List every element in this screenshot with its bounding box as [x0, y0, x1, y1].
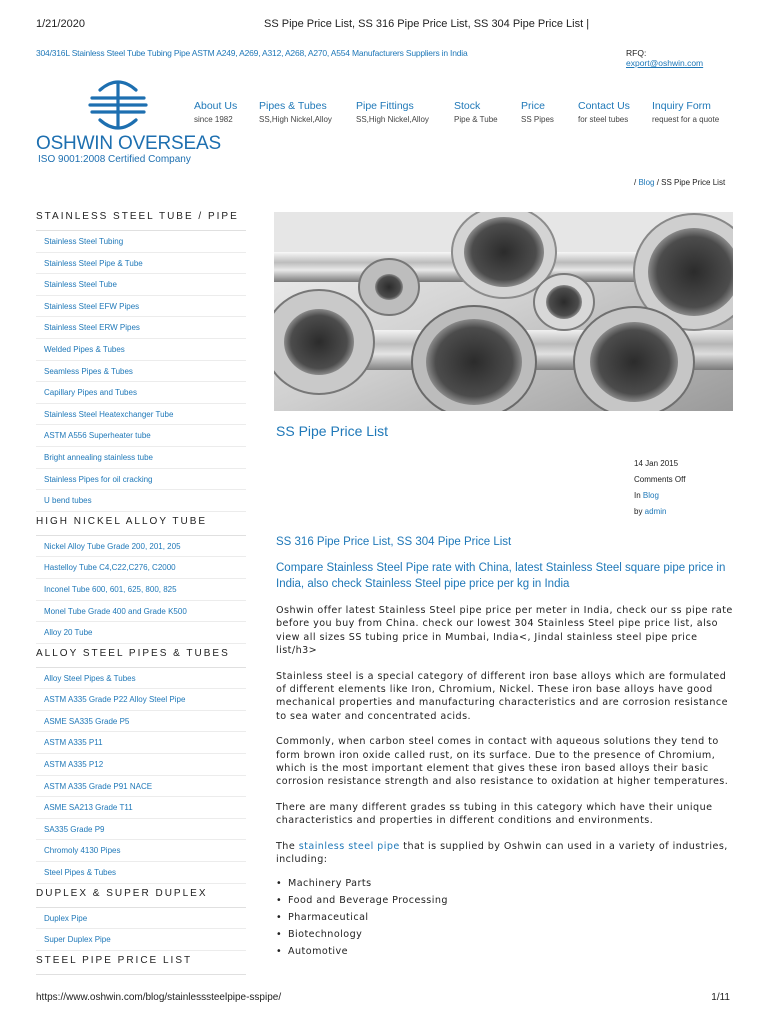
breadcrumb-separator: /: [654, 178, 662, 187]
sidebar-link[interactable]: Seamless Pipes & Tubes: [36, 361, 246, 383]
sidebar-link[interactable]: Stainless Pipes for oil cracking: [36, 469, 246, 491]
sidebar-link[interactable]: ASTM A335 P11: [36, 732, 246, 754]
sidebar-link[interactable]: Chromoly 4130 Pipes: [36, 840, 246, 862]
list-item: • Food and Beverage Processing: [276, 892, 736, 909]
nav-label[interactable]: Pipe Fittings: [356, 100, 414, 112]
nav-label[interactable]: Inquiry Form: [652, 100, 711, 112]
iso-certification: ISO 9001:2008 Certified Company: [38, 154, 191, 165]
article-text: that is supplied by Oshwin can used in a variety of industries, including:: [276, 840, 728, 866]
stainless-steel-pipe-link[interactable]: stainless steel pipe: [298, 840, 400, 852]
print-url: https://www.oshwin.com/blog/stainlesssteelpipe-sspipe/: [36, 992, 282, 1003]
site-tagline: 304/316L Stainless Steel Tube Tubing Pipe ASTM A249, A269, A312, A268, A270, A554 Manufacturers Suppliers in India: [36, 48, 468, 58]
sidebar-heading: ALLOY STEEL PIPES & TUBES: [36, 648, 246, 668]
globe-logo-icon: [86, 76, 150, 132]
breadcrumb-separator: /: [634, 178, 639, 187]
hero-image-steel-pipes: [274, 212, 733, 411]
print-date: 1/21/2020: [36, 18, 85, 30]
nav-inquiry-form[interactable]: [652, 100, 719, 124]
post-category: [634, 488, 685, 504]
sidebar-link[interactable]: Monel Tube Grade 400 and Grade K500: [36, 601, 246, 623]
sidebar-link[interactable]: Nickel Alloy Tube Grade 200, 201, 205: [36, 536, 246, 558]
rfq-email-link[interactable]: export@oshwin.com: [626, 58, 704, 68]
sidebar-link[interactable]: Welded Pipes & Tubes: [36, 339, 246, 361]
rfq-label: RFQ:: [626, 48, 647, 58]
print-footer: [36, 992, 732, 1006]
post-category-prefix: In: [634, 491, 643, 500]
sidebar-heading: HIGH NICKEL ALLOY TUBE: [36, 516, 246, 536]
nav-stock[interactable]: [454, 100, 498, 124]
sidebar-link[interactable]: ASTM A335 P12: [36, 754, 246, 776]
nav-sublabel: request for a quote: [652, 115, 720, 124]
nav-pipes-tubes[interactable]: [259, 100, 332, 124]
article-text: The: [276, 840, 299, 852]
sidebar-link[interactable]: Alloy 20 Tube: [36, 622, 246, 644]
nav-label[interactable]: Price: [521, 100, 545, 112]
nav-about-us[interactable]: [194, 100, 237, 124]
post-comments: Comments Off: [634, 475, 686, 484]
article-paragraph: There are many different grades ss tubing in this category which have their unique characteristics and properties in different conditions and environments.: [276, 801, 713, 827]
sidebar-link[interactable]: Capillary Pipes and Tubes: [36, 382, 246, 404]
brand-name: OSHWIN OVERSEAS: [36, 133, 221, 154]
post-author-link[interactable]: admin: [644, 507, 667, 516]
print-header: [36, 18, 732, 32]
article-paragraph: [276, 840, 736, 867]
article-paragraph: Commonly, when carbon steel comes in contact with aqueous solutions they tend to form brown iron oxide called rust, on its surface. Due to the presence of Chromium, which is the most important element that gives these iron based alloys their basic corrosion resistance strength and also resistance to oxidation at higher temperatures.: [276, 736, 729, 788]
nav-sublabel: SS,High Nickel,Alloy: [259, 115, 332, 124]
breadcrumb-blog-link[interactable]: Blog: [638, 178, 655, 187]
sidebar-link[interactable]: Hastelloy Tube C4,C22,C276, C2000: [36, 557, 246, 579]
sidebar-link[interactable]: Stainless Steel Pipe & Tube: [36, 253, 246, 275]
sidebar-link[interactable]: Stainless Steel ERW Pipes: [36, 317, 246, 339]
sidebar-heading: STEEL PIPE PRICE LIST: [36, 955, 246, 975]
nav-pipe-fittings[interactable]: [356, 100, 429, 124]
list-item: • Machinery Parts: [276, 875, 736, 892]
nav-sublabel: Pipe & Tube: [454, 115, 498, 124]
list-item: • Pharmaceutical: [276, 909, 736, 926]
industries-list: [276, 875, 736, 960]
list-item: • Biotechnology: [276, 926, 736, 943]
nav-label[interactable]: Pipes & Tubes: [259, 100, 327, 112]
sidebar-link[interactable]: ASME SA335 Grade P5: [36, 711, 246, 733]
breadcrumb-current: SS Pipe Price List: [661, 178, 726, 187]
sidebar-link[interactable]: Super Duplex Pipe: [36, 929, 246, 951]
sidebar-link[interactable]: ASTM A556 Superheater tube: [36, 425, 246, 447]
sidebar-link[interactable]: Stainless Steel Tubing: [36, 231, 246, 253]
nav-contact-us[interactable]: [578, 100, 630, 124]
sidebar-link[interactable]: Stainless Steel Tube: [36, 274, 246, 296]
sidebar-link[interactable]: ASTM A335 Grade P22 Alloy Steel Pipe: [36, 689, 246, 711]
nav-sublabel: SS Pipes: [521, 115, 554, 124]
nav-sublabel: since 1982: [194, 115, 233, 124]
nav-sublabel: for steel tubes: [578, 115, 629, 124]
sidebar-link[interactable]: ASME SA213 Grade T11: [36, 797, 246, 819]
sidebar-link[interactable]: SA335 Grade P9: [36, 819, 246, 841]
breadcrumb: [634, 178, 725, 187]
sidebar-link[interactable]: Alloy Steel Pipes & Tubes: [36, 668, 246, 690]
nav-label[interactable]: About Us: [194, 100, 238, 112]
sidebar-link[interactable]: Inconel Tube 600, 601, 625, 800, 825: [36, 579, 246, 601]
nav-label[interactable]: Stock: [454, 100, 481, 112]
article-summary-heading: Compare Stainless Steel Pipe rate with China, latest Stainless Steel square pipe price in India, also check Stainless Steel pipe price per kg in India: [276, 562, 726, 590]
nav-label[interactable]: Contact Us: [578, 100, 630, 112]
post-author: [634, 504, 685, 520]
sidebar-link[interactable]: Stainless Steel Heatexchanger Tube: [36, 404, 246, 426]
post-meta: [634, 456, 685, 520]
sidebar: [36, 211, 246, 975]
post-author-prefix: by: [634, 507, 645, 516]
rfq-contact: [626, 48, 708, 68]
nav-price[interactable]: [521, 100, 554, 124]
print-page-number: 1/11: [711, 992, 730, 1003]
article-paragraph: Stainless steel is a special category of different iron base alloys which are formulated of different elements like Iron, Chromium, Nickel. These iron base alloys have good mechanical properties and manufacturing characteristics and are corrosion resistance to sea water and concentrated acids.: [276, 670, 728, 722]
sidebar-heading: DUPLEX & SUPER DUPLEX: [36, 888, 246, 908]
print-doc-title: SS Pipe Price List, SS 316 Pipe Price List, SS 304 Pipe Price List |: [264, 18, 590, 30]
sidebar-link[interactable]: U bend tubes: [36, 490, 246, 512]
sidebar-link[interactable]: Bright annealing stainless tube: [36, 447, 246, 469]
list-item: • Automotive: [276, 943, 736, 960]
article-subheading: SS 316 Pipe Price List, SS 304 Pipe Price List: [276, 536, 512, 548]
article-content: [276, 536, 736, 960]
post-date: 14 Jan 2015: [634, 459, 679, 468]
post-category-link[interactable]: Blog: [642, 491, 659, 500]
sidebar-link[interactable]: Steel Pipes & Tubes: [36, 862, 246, 884]
sidebar-link[interactable]: ASTM A335 Grade P91 NACE: [36, 776, 246, 798]
sidebar-heading: STAINLESS STEEL TUBE / PIPE: [36, 211, 246, 231]
article-paragraph: Oshwin offer latest Stainless Steel pipe price per meter in India, check our ss pipe rate before you buy from China. check our lowest 304 Stainless Steel pipe price list, also view all sizes SS tubing price in Mumbai, India<, Jindal stainless steel pipe price list/h3>: [276, 605, 733, 657]
site-logo[interactable]: [36, 76, 221, 168]
nav-sublabel: SS,High Nickel,Alloy: [356, 115, 429, 124]
sidebar-link[interactable]: Duplex Pipe: [36, 908, 246, 930]
sidebar-link[interactable]: Stainless Steel EFW Pipes: [36, 296, 246, 318]
post-title: SS Pipe Price List: [276, 423, 389, 439]
top-bar: [36, 46, 708, 68]
